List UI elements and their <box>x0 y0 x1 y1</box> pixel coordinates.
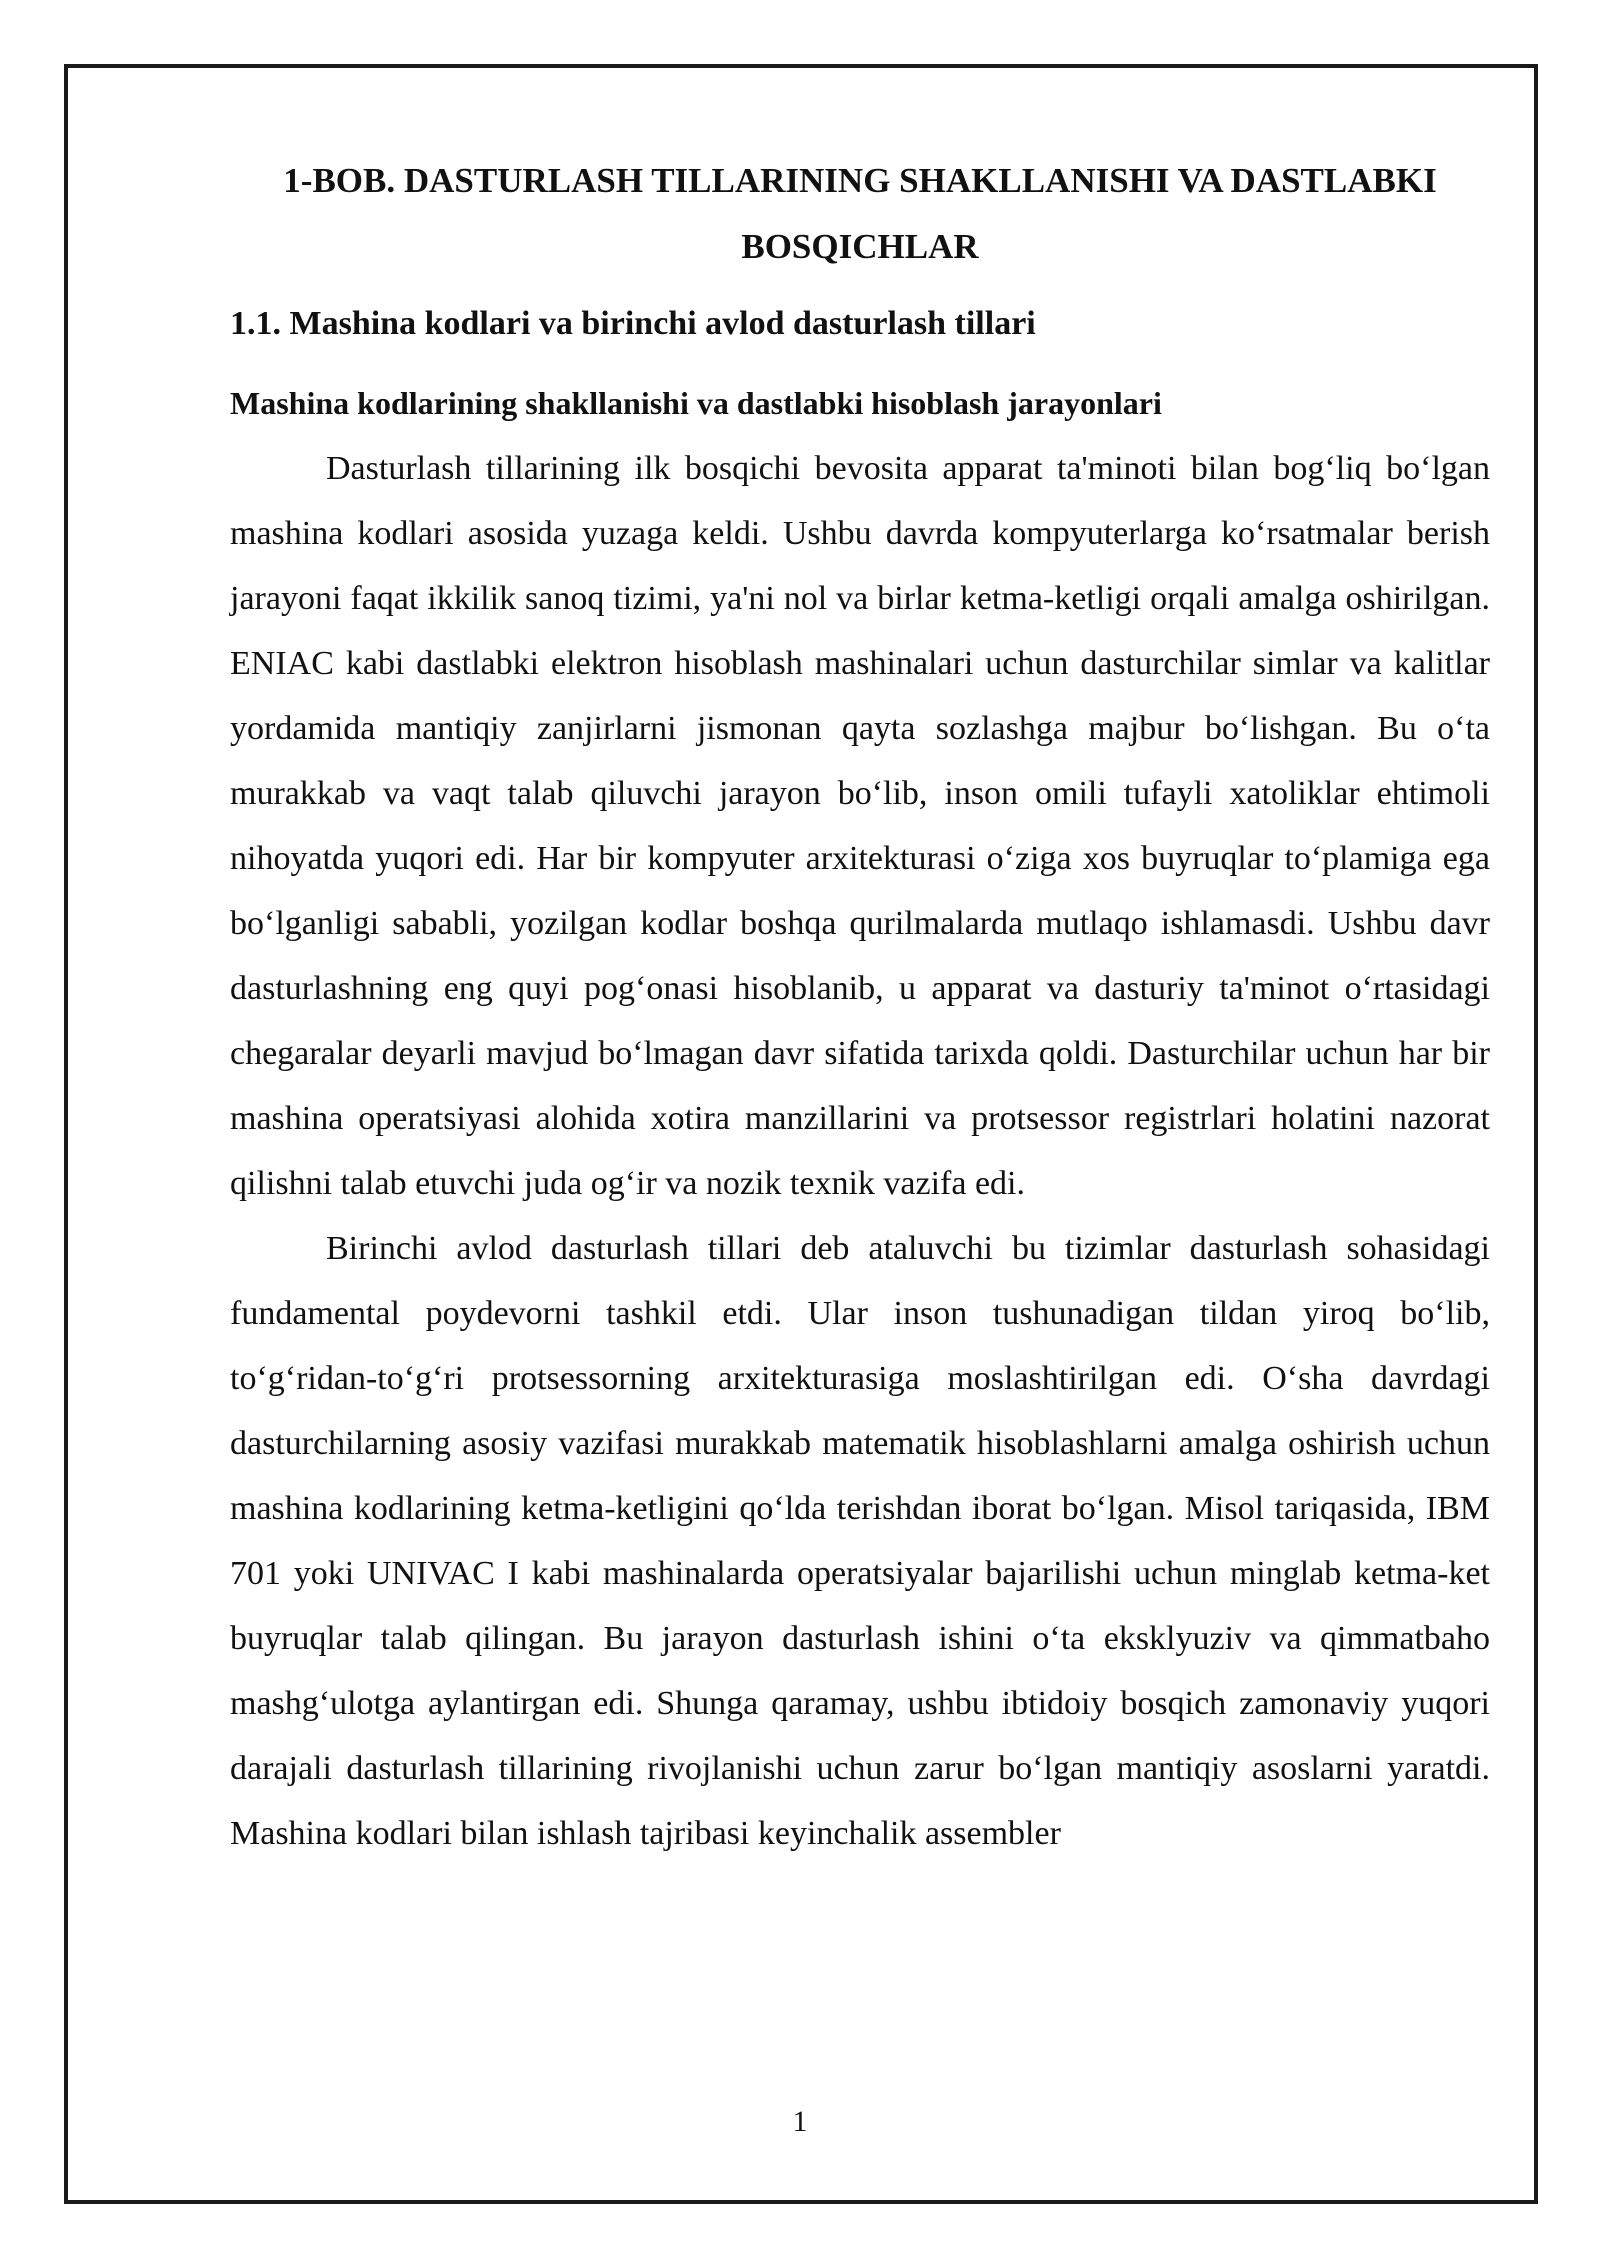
chapter-title: 1-BOB. DASTURLASH TILLARINING SHAKLLANISHI VA DASTLABKI BOSQICHLAR <box>283 161 1437 266</box>
body-paragraph: Dasturlash tillarining ilk bosqichi bevosita apparat ta'minoti bilan bog‘liq bo‘lgan mashina kodlari asosida yuzaga keldi. Ushbu davrda kompyuterlarga ko‘rsatmalar berish jarayoni faqat ikkilik sanoq tizimi, ya'ni nol va birlar ketma-ketligi orqali amalga oshirilgan. ENIAC kabi dastlabki elektron hisoblash mashinalari uchun dasturchilar simlar va kalitlar yordamida mantiqiy zanjirlarni jismonan qayta sozlashga majbur bo‘lishgan. Bu o‘ta murakkab va vaqt talab qiluvchi jarayon bo‘lib, inson omili tufayli xatoliklar ehtimoli nihoyatda yuqori edi. Har bir kompyuter arxitekturasi o‘ziga xos buyruqlar to‘plamiga ega bo‘lganligi sababli, yozilgan kodlar boshqa qurilmalarda mutlaqo ishlamasdi. Ushbu davr dasturlashning eng quyi pog‘onasi hisoblanib, u apparat va dasturiy ta'minot o‘rtasidagi chegaralar deyarli mavjud bo‘lmagan davr sifatida tarixda qoldi. Dasturchilar uchun har bir mashina operatsiyasi alohida xotira manzillarini va protsessor registrlari holatini nazorat qilishni talab etuvchi juda og‘ir va nozik texnik vazifa edi. <box>230 450 1490 1202</box>
document-body <box>230 148 1490 1866</box>
section-title: 1.1. Mashina kodlari va birinchi avlod dasturlash tillari <box>230 305 1036 342</box>
body-paragraph: Birinchi avlod dasturlash tillari deb ataluvchi bu tizimlar dasturlash sohasidagi fundamental poydevorni tashkil etdi. Ular inson tushunadigan tildan yiroq bo‘lib, to‘g‘ridan-to‘g‘ri protsessorning arxitekturasiga moslashtirilgan edi. O‘sha davrdagi dasturchilarning asosiy vazifasi murakkab matematik hisoblashlarni amalga oshirish uchun mashina kodlarining ketma-ketligini qo‘lda terishdan iborat bo‘lgan. Misol tariqasida, IBM 701 yoki UNIVAC I kabi mashinalarda operatsiyalar bajarilishi uchun minglab ketma-ket buyruqlar talab qilingan. Bu jarayon dasturlash ishini o‘ta eksklyuziv va qimmatbaho mashg‘ulotga aylantirgan edi. Shunga qaramay, ushbu ibtidoiy bosqich zamonaviy yuqori darajali dasturlash tillarining rivojlanishi uchun zarur bo‘lgan mantiqiy asoslarni yaratdi. Mashina kodlari bilan ishlash tajribasi keyinchalik assembler <box>230 1230 1490 1852</box>
subsection-title: Mashina kodlarining shakllanishi va dastlabki hisoblash jarayonlari <box>230 385 1162 421</box>
page-number: 1 <box>792 2105 808 2138</box>
